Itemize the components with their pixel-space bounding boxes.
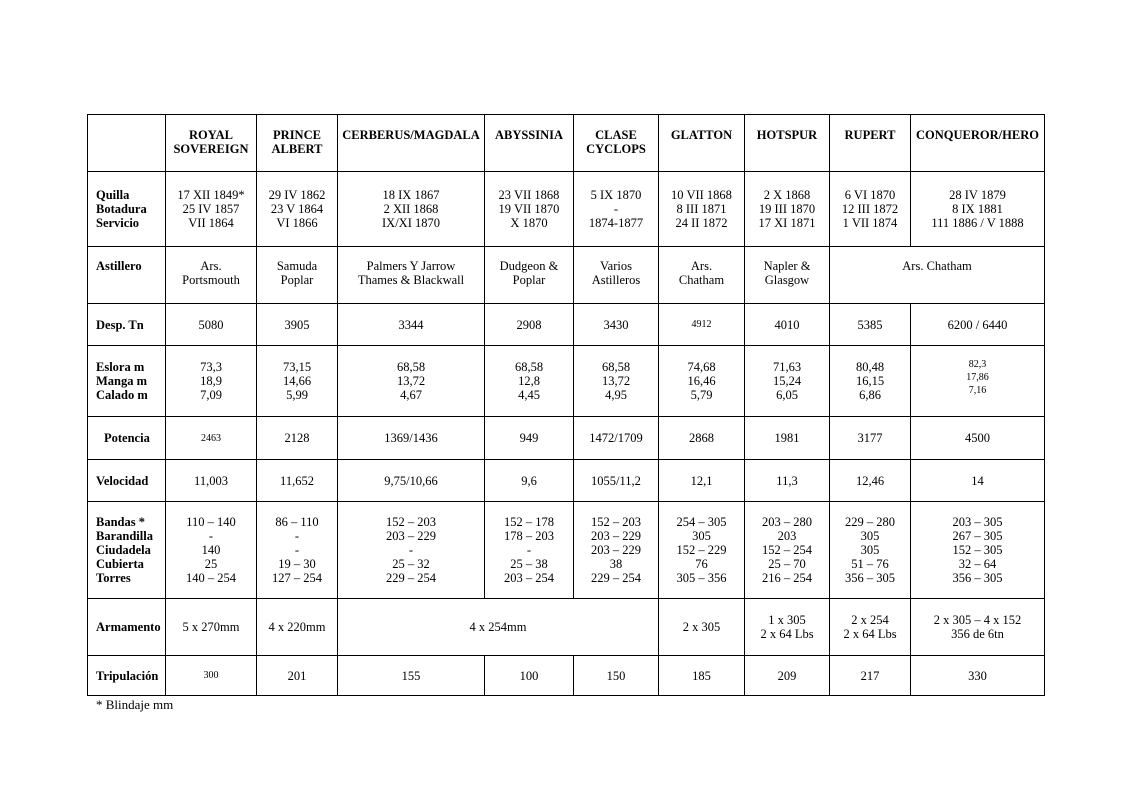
row-label: Astillero xyxy=(88,247,166,304)
table-cell: 5 x 270mm xyxy=(166,599,257,656)
table-cell: 12,1 xyxy=(659,460,745,502)
column-header: HOTSPUR xyxy=(745,115,830,172)
table-cell: 209 xyxy=(745,656,830,696)
table-cell: Palmers Y Jarrow Thames & Blackwall xyxy=(338,247,485,304)
row-label: Eslora m Manga m Calado m xyxy=(88,346,166,417)
table-cell: 73,3 18,9 7,09 xyxy=(166,346,257,417)
table-cell: 201 xyxy=(257,656,338,696)
table-cell: 2128 xyxy=(257,417,338,460)
table-cell: 152 – 203 203 – 229 203 – 229 38 229 – 254 xyxy=(574,502,659,599)
table-cell: 254 – 305 305 152 – 229 76 305 – 356 xyxy=(659,502,745,599)
table-cell: 2 x 305 – 4 x 152 356 de 6tn xyxy=(911,599,1045,656)
table-cell: 11,003 xyxy=(166,460,257,502)
table-cell: 18 IX 1867 2 XII 1868 IX/XI 1870 xyxy=(338,172,485,247)
table-row-blindaje xyxy=(88,502,1045,599)
table-cell: 80,48 16,15 6,86 xyxy=(830,346,911,417)
table-cell: 6200 / 6440 xyxy=(911,304,1045,346)
table-cell: 9,6 xyxy=(485,460,574,502)
table-row-desp xyxy=(88,304,1045,346)
table-cell: 150 xyxy=(574,656,659,696)
table-cell: 1369/1436 xyxy=(338,417,485,460)
column-header: ROYAL SOVEREIGN xyxy=(166,115,257,172)
row-label: Desp. Tn xyxy=(88,304,166,346)
table-cell: 2463 xyxy=(166,417,257,460)
table-cell: 100 xyxy=(485,656,574,696)
table-cell: 68,58 13,72 4,67 xyxy=(338,346,485,417)
table-cell: 14 xyxy=(911,460,1045,502)
table-cell: 229 – 280 305 305 51 – 76 356 – 305 xyxy=(830,502,911,599)
table-cell: 1 x 305 2 x 64 Lbs xyxy=(745,599,830,656)
table-cell: 4912 xyxy=(659,304,745,346)
footnote: * Blindaje mm xyxy=(96,697,174,712)
table-cell: 300 xyxy=(166,656,257,696)
table-cell: Samuda Poplar xyxy=(257,247,338,304)
table-cell: 203 – 305 267 – 305 152 – 305 32 – 64 356 – 305 xyxy=(911,502,1045,599)
table-cell: 11,652 xyxy=(257,460,338,502)
table-cell: 185 xyxy=(659,656,745,696)
table-cell: 217 xyxy=(830,656,911,696)
table-cell-merged: Ars. Chatham xyxy=(830,247,1045,304)
table-cell: 203 – 280 203 152 – 254 25 – 70 216 – 254 xyxy=(745,502,830,599)
table-cell: 110 – 140 - 140 25 140 – 254 xyxy=(166,502,257,599)
row-label: Armamento xyxy=(88,599,166,656)
table-cell: 74,68 16,46 5,79 xyxy=(659,346,745,417)
table-row-velocidad xyxy=(88,460,1045,502)
table-cell: 5385 xyxy=(830,304,911,346)
row-label: Quilla Botadura Servicio xyxy=(88,172,166,247)
table-cell: 6 VI 1870 12 III 1872 1 VII 1874 xyxy=(830,172,911,247)
table-cell: 10 VII 1868 8 III 1871 24 II 1872 xyxy=(659,172,745,247)
table-cell: 3430 xyxy=(574,304,659,346)
column-header: CLASE CYCLOPS xyxy=(574,115,659,172)
table-cell: 4010 xyxy=(745,304,830,346)
table-cell: 1981 xyxy=(745,417,830,460)
table-cell: 17 XII 1849* 25 IV 1857 VII 1864 xyxy=(166,172,257,247)
table-cell: 152 – 178 178 – 203 - 25 – 38 203 – 254 xyxy=(485,502,574,599)
table-cell: 2868 xyxy=(659,417,745,460)
table-cell: Ars. Chatham xyxy=(659,247,745,304)
row-label: Potencia xyxy=(88,417,166,460)
column-header: CERBERUS/MAGDALA xyxy=(338,115,485,172)
table-cell: 949 xyxy=(485,417,574,460)
column-header: RUPERT xyxy=(830,115,911,172)
table-cell: 12,46 xyxy=(830,460,911,502)
table-cell: 86 – 110 - - 19 – 30 127 – 254 xyxy=(257,502,338,599)
table-cell-merged: 4 x 254mm xyxy=(338,599,659,656)
table-row-tripulacion xyxy=(88,656,1045,696)
row-label: Bandas * Barandilla Ciudadela Cubierta Torres xyxy=(88,502,166,599)
table-cell: 2908 xyxy=(485,304,574,346)
header-corner-cell xyxy=(88,115,166,172)
column-header: PRINCE ALBERT xyxy=(257,115,338,172)
column-header: CONQUEROR/HERO xyxy=(911,115,1045,172)
table-cell: 3905 xyxy=(257,304,338,346)
table-cell: 5 IX 1870 - 1874-1877 xyxy=(574,172,659,247)
table-cell: 4500 xyxy=(911,417,1045,460)
table-cell: 82,3 17,86 7,16 xyxy=(911,346,1045,417)
table-row-dates xyxy=(88,172,1045,247)
table-cell: 1055/11,2 xyxy=(574,460,659,502)
column-header: ABYSSINIA xyxy=(485,115,574,172)
table-cell: 2 x 254 2 x 64 Lbs xyxy=(830,599,911,656)
column-header: GLATTON xyxy=(659,115,745,172)
row-label: Velocidad xyxy=(88,460,166,502)
table-cell: Napler & Glasgow xyxy=(745,247,830,304)
table-cell: 3344 xyxy=(338,304,485,346)
ships-comparison-table xyxy=(87,114,1045,696)
table-cell: 23 VII 1868 19 VII 1870 X 1870 xyxy=(485,172,574,247)
table-cell: 2 X 1868 19 III 1870 17 XI 1871 xyxy=(745,172,830,247)
table-cell: 68,58 13,72 4,95 xyxy=(574,346,659,417)
table-row-armamento xyxy=(88,599,1045,656)
table-cell: 11,3 xyxy=(745,460,830,502)
table-row-potencia xyxy=(88,417,1045,460)
table-cell: Ars. Portsmouth xyxy=(166,247,257,304)
table-cell: 73,15 14,66 5,99 xyxy=(257,346,338,417)
table-cell: 152 – 203 203 – 229 - 25 – 32 229 – 254 xyxy=(338,502,485,599)
table-row-dimensions xyxy=(88,346,1045,417)
table-row-astillero xyxy=(88,247,1045,304)
table-cell: 28 IV 1879 8 IX 1881 111 1886 / V 1888 xyxy=(911,172,1045,247)
table-cell: 9,75/10,66 xyxy=(338,460,485,502)
table-cell: 68,58 12,8 4,45 xyxy=(485,346,574,417)
table-cell: 2 x 305 xyxy=(659,599,745,656)
table-cell: 4 x 220mm xyxy=(257,599,338,656)
table-cell: 1472/1709 xyxy=(574,417,659,460)
table-cell: 155 xyxy=(338,656,485,696)
table-cell: Varios Astilleros xyxy=(574,247,659,304)
table-cell: 330 xyxy=(911,656,1045,696)
header-row xyxy=(88,115,1045,172)
table-cell: 29 IV 1862 23 V 1864 VI 1866 xyxy=(257,172,338,247)
row-label: Tripulación xyxy=(88,656,166,696)
table-cell: 71,63 15,24 6,05 xyxy=(745,346,830,417)
table-cell: Dudgeon & Poplar xyxy=(485,247,574,304)
table-cell: 3177 xyxy=(830,417,911,460)
table-cell: 5080 xyxy=(166,304,257,346)
